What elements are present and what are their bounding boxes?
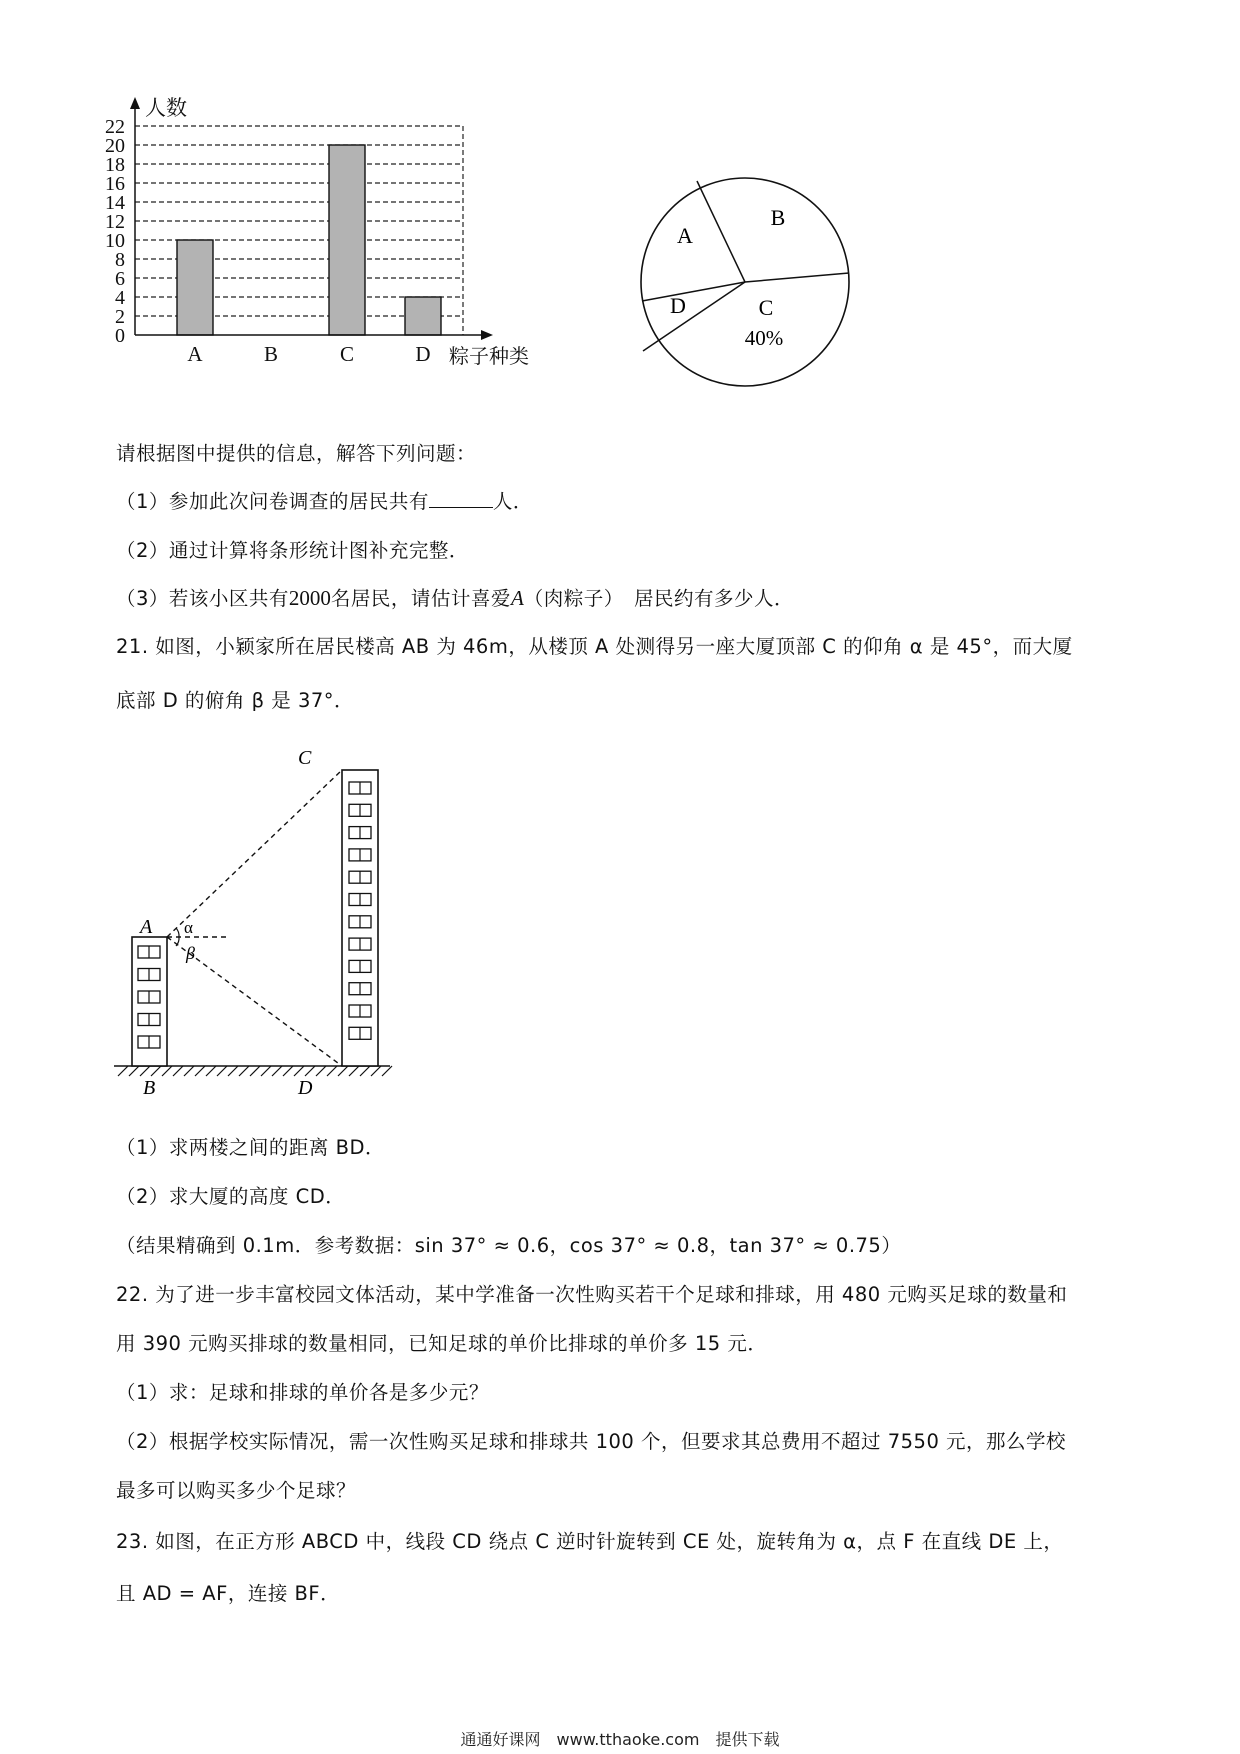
q21-line2: 底部 D 的俯角 β 是 37°．	[116, 689, 355, 712]
pie-label-c: C	[758, 295, 774, 320]
hatch-mark	[206, 1066, 216, 1076]
label-a: A	[140, 916, 153, 938]
hatch-mark	[184, 1066, 194, 1076]
page-footer: 通通好课网 www.tthaoke.com 提供下载	[460, 1730, 780, 1749]
y-tick-label: 20	[105, 135, 125, 157]
bar-chart-x-ticks	[187, 342, 430, 366]
y-tick-label: 18	[105, 154, 125, 176]
building-figure	[110, 740, 400, 1110]
ground-hatch	[118, 1066, 392, 1076]
q22-part2-line1: （2）根据学校实际情况，需一次性购买足球和排球共 100 个，但要求其总费用不超过 7550 元，那么学校	[116, 1430, 1067, 1453]
y-tick-label: 4	[115, 287, 125, 309]
hatch-mark	[349, 1066, 359, 1076]
hatch-mark	[118, 1066, 128, 1076]
x-axis-label: 粽子种类	[449, 344, 529, 368]
hatch-mark	[228, 1066, 238, 1076]
y-tick-label: 16	[105, 173, 125, 195]
y-tick-label: 6	[115, 268, 125, 290]
q20-part1: （1）参加此次问卷调查的居民共有 人．	[116, 490, 533, 513]
y-tick-label: 10	[105, 230, 125, 252]
q21-part1: （1）求两楼之间的距离 BD．	[116, 1136, 385, 1159]
pie-label-a: A	[677, 223, 693, 248]
y-tick-label: 12	[105, 211, 125, 233]
pie-label-b: B	[770, 205, 786, 230]
q22-part1: （1）求：足球和排球的单价各是多少元？	[116, 1381, 489, 1404]
hatch-mark	[382, 1066, 392, 1076]
q21-part2: （2）求大厦的高度 CD．	[116, 1185, 346, 1208]
hatch-mark	[327, 1066, 337, 1076]
x-tick-label: D	[415, 342, 431, 366]
y-tick-label: 14	[105, 192, 125, 214]
x-tick-label: B	[263, 342, 279, 366]
y-tick-label: 0	[115, 325, 125, 347]
hatch-mark	[338, 1066, 348, 1076]
label-c: C	[298, 747, 312, 769]
q20-intro: 请根据图中提供的信息，解答下列问题：	[116, 442, 477, 465]
bar-chart	[95, 95, 565, 415]
bar-c	[329, 145, 365, 335]
hatch-mark	[250, 1066, 260, 1076]
hatch-mark	[239, 1066, 249, 1076]
hatch-mark	[195, 1066, 205, 1076]
q22-part2-line2: 最多可以购买多少个足球？	[116, 1479, 357, 1502]
bar-d	[405, 297, 441, 335]
hatch-mark	[305, 1066, 315, 1076]
q21-reference: （结果精确到 0.1m．参考数据：sin 37° ≈ 0.6，cos 37° ≈ 0.8，tan 37° ≈ 0.75）	[116, 1234, 902, 1257]
y-tick-label: 2	[115, 306, 125, 328]
hatch-mark	[261, 1066, 271, 1076]
y-axis-arrow	[130, 97, 140, 109]
x-tick-label: A	[187, 342, 203, 366]
q21-line1: 21. 如图，小颖家所在居民楼高 AB 为 46m，从楼顶 A 处测得另一座大厦顶部 C 的仰角 α 是 45°，而大厦	[116, 635, 1073, 658]
hatch-mark	[294, 1066, 304, 1076]
x-axis-arrow	[481, 330, 493, 340]
q20-part2: （2）通过计算将条形统计图补充完整．	[116, 539, 469, 562]
hatch-mark	[140, 1066, 150, 1076]
hatch-mark	[162, 1066, 172, 1076]
pie-label-d: D	[670, 293, 686, 318]
y-tick-label: 22	[105, 116, 125, 138]
q22-line1: 22. 为了进一步丰富校园文体活动，某中学准备一次性购买若干个足球和排球，用 480 元购买足球的数量和	[116, 1283, 1068, 1306]
hatch-mark	[283, 1066, 293, 1076]
label-alpha: α	[184, 918, 193, 937]
pie-divider-ab	[697, 181, 745, 282]
hatch-mark	[371, 1066, 381, 1076]
answer-blank	[429, 491, 493, 508]
label-d: D	[298, 1077, 313, 1099]
beta-arc	[176, 937, 179, 946]
label-b: B	[143, 1077, 156, 1099]
bar-chart-y-ticks	[105, 116, 125, 347]
pie-chart	[615, 155, 875, 415]
q23-line2: 且 AD = AF，连接 BF．	[116, 1582, 341, 1605]
hatch-mark	[316, 1066, 326, 1076]
x-tick-label: C	[339, 342, 355, 366]
hatch-mark	[151, 1066, 161, 1076]
y-axis-label: 人数	[145, 96, 187, 120]
y-tick-label: 8	[115, 249, 125, 271]
hatch-mark	[272, 1066, 282, 1076]
q20-part3: （3）若该小区共有2000名居民，请估计喜爱A（肉粽子） 居民约有多少人．	[116, 586, 795, 610]
q23-line1: 23. 如图，在正方形 ABCD 中，线段 CD 绕点 C 逆时针旋转到 CE 处，旋转角为 α，点 F 在直线 DE 上，	[116, 1530, 1064, 1553]
bar-a	[177, 240, 213, 335]
q22-line2: 用 390 元购买排球的数量相同，已知足球的单价比排球的单价多 15 元．	[116, 1332, 768, 1355]
hatch-mark	[360, 1066, 370, 1076]
pie-divider-bc	[745, 273, 849, 282]
sight-line-ac	[167, 770, 342, 937]
hatch-mark	[129, 1066, 139, 1076]
alpha-arc	[176, 928, 179, 937]
pie-divider-da	[642, 282, 745, 301]
pie-divider-cd	[643, 282, 745, 351]
hatch-mark	[173, 1066, 183, 1076]
pie-label-c-percent: 40%	[744, 326, 784, 350]
hatch-mark	[217, 1066, 227, 1076]
label-beta: β	[186, 943, 195, 963]
